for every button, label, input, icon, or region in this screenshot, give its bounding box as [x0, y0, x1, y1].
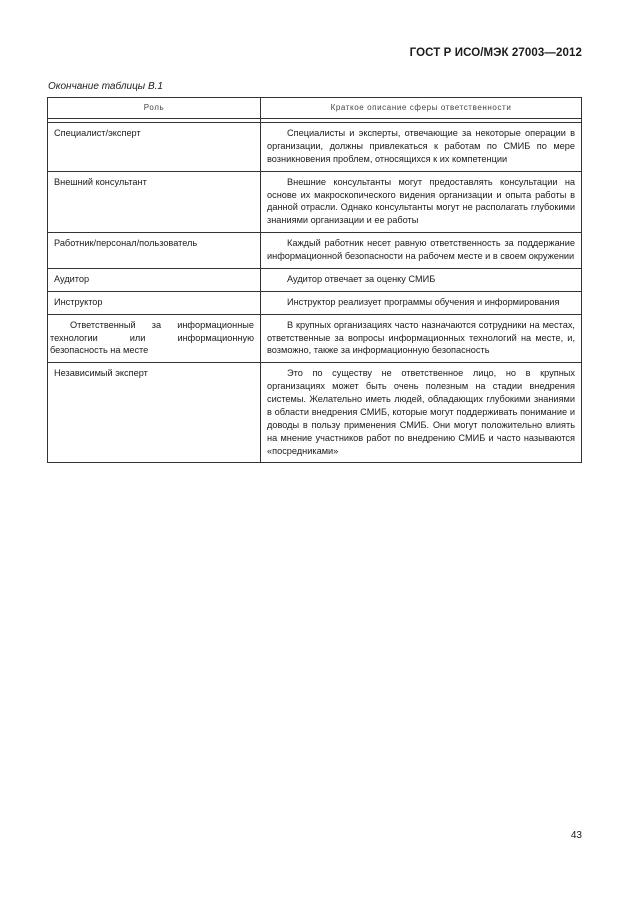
role-cell: Аудитор [48, 268, 261, 291]
role-cell: Специалист/эксперт [48, 123, 261, 172]
responsibility-table [47, 97, 582, 463]
table-row [48, 123, 582, 172]
table-header-row [48, 98, 582, 119]
description-cell: Это по существу не ответственное лицо, но в крупных организациях может быть очень полезным на стадии внедрения системы. Желательно иметь людей, обладающих глубокими знаниями в области внедрения СМИБ, которые могут поддерживать понимание и доводы в пользу применения СМИБ. Они могут положительно влиять на мнение участников работ по внедрению СМИБ и часто называются «посредниками» [261, 363, 582, 463]
column-header-role: Роль [48, 98, 261, 119]
description-cell: Инструктор реализует программы обучения и информирования [261, 291, 582, 314]
role-cell: Ответственный за информационные технологии или информационную безопасность на месте [48, 314, 261, 363]
description-cell: Аудитор отвечает за оценку СМИБ [261, 268, 582, 291]
table-row [48, 363, 582, 463]
role-cell: Независимый эксперт [48, 363, 261, 463]
page-number: 43 [570, 830, 582, 841]
document-header: ГОСТ Р ИСО/МЭК 27003—2012 [409, 47, 582, 59]
description-cell: В крупных организациях часто назначаются сотрудники на местах, ответственные за вопросы информационных технологий на месте, и, возможно, также за информационную безопасность [261, 314, 582, 363]
description-cell: Специалисты и эксперты, отвечающие за некоторые операции в организации, должны привлекаться к работам по СМИБ по мере возникновения проблем, относящихся к их компетенции [261, 123, 582, 172]
table-row [48, 268, 582, 291]
table-row [48, 171, 582, 233]
role-cell: Инструктор [48, 291, 261, 314]
role-cell: Внешний консультант [48, 171, 261, 233]
description-cell: Каждый работник несет равную ответственность за поддержание информационной безопасности на рабочем месте и в своем окружении [261, 233, 582, 269]
column-header-description: Краткое описание сферы ответственности [261, 98, 582, 119]
role-cell: Работник/персонал/пользователь [48, 233, 261, 269]
table-caption: Окончание таблицы В.1 [48, 81, 163, 92]
table-row [48, 233, 582, 269]
description-cell: Внешние консультанты могут предоставлять консультации на основе их макроскопического видения организации и опыта работы в данной отрасли. Однако консультанты могут не располагать глубокими знаниями организации и ее работы [261, 171, 582, 233]
table-row [48, 314, 582, 363]
table-row [48, 291, 582, 314]
